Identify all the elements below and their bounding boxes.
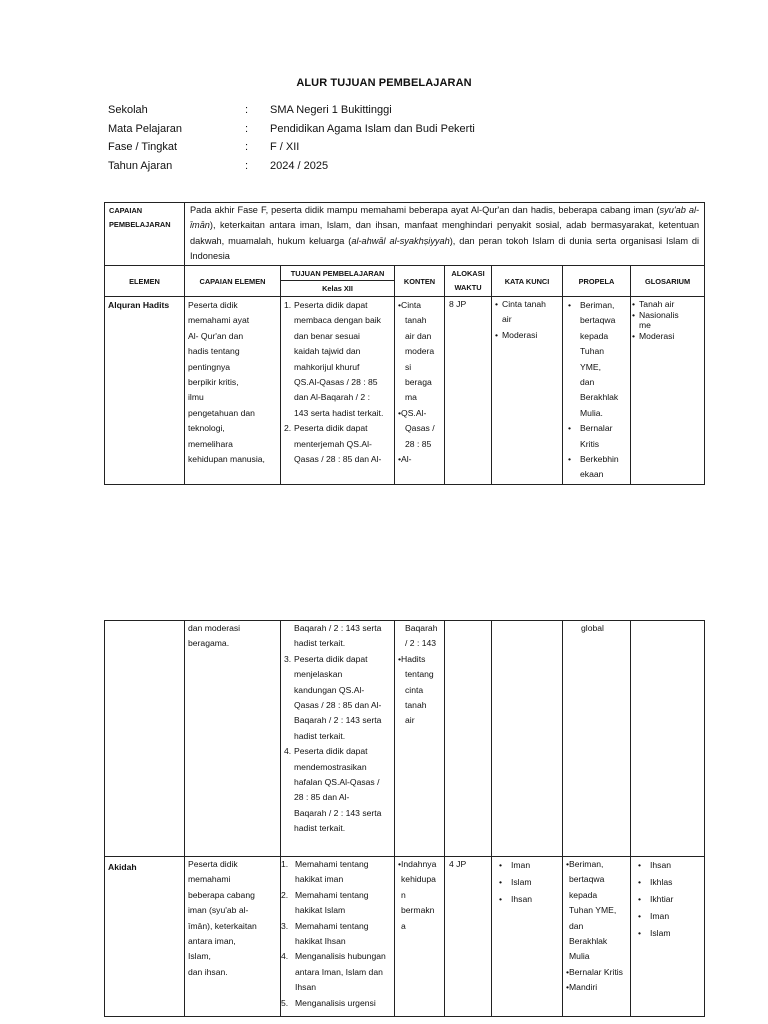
item-line: bertaqwa [580,315,616,326]
item-line: Baqarah / 2 : 143 serta [294,715,382,726]
glosarium-alquran-continued [631,621,705,857]
bullet-mark: • [499,894,503,904]
bullet-line [395,888,441,903]
numbered-list [284,298,391,467]
bullet-text: bermakn [401,905,435,916]
bullet-line [395,313,441,328]
item-line: hafalan QS.Al-Qasas / [294,777,380,788]
bullet-text: Beriman, [569,859,604,869]
bullet-list [634,857,701,942]
item-line: Menganalisis hubungan [295,951,386,962]
item-number: 4. [281,951,289,962]
meta-label: Sekolah [108,104,148,116]
tujuan-pembelajaran-alquran-continued [281,621,395,857]
item-line: air [502,314,512,325]
item-number: 3. [281,920,289,931]
text-line: memelihara [188,438,233,449]
item-line: Memahami tentang [295,920,369,931]
item-number: 4. [284,746,292,757]
bullet-text: si [405,361,412,372]
meta-colon: : [245,123,249,135]
bullet-text: Tuhan YME, [569,905,617,916]
list-item [564,421,627,452]
bullet-text: air dan [405,330,432,341]
item-line: Qasas / 28 : 85 dan Al- [294,700,382,711]
bullet-line [395,713,441,728]
numbered-list [284,652,391,837]
bullet-text: cinta [405,684,424,695]
tujuan-pembelajaran-akidah [281,857,395,1017]
item-number: 5. [281,997,289,1008]
bullet-line [395,390,441,405]
bullet-line [395,683,441,698]
item-line: Ihsan [511,894,533,904]
elemen-alquran-hadits: Alquran Hadits [105,297,185,485]
text-line: īmān), keterkaitan [188,920,257,931]
bullet-text: a [401,920,406,931]
item-line: Ihsan [650,860,672,870]
bullet-mark: • [495,299,499,309]
alokasi-waktu-alquran: 8 JP [445,297,492,485]
capaian-elemen-alquran-continued [185,621,281,857]
item-line: Baqarah / 2 : 143 serta [294,623,382,633]
bullet-text: bertaqwa [569,874,605,885]
bullet-line [563,903,627,918]
capaian-pembelajaran-text: Pada akhir Fase F, peserta didik mampu memahami beberapa ayat Al-Qur'an dan hadis, beberapa cabang iman (syu'ab al-īmān), keterkaitan antara iman, Islam, dan ihsan, manfaat menghindari penyakit sosial, adab bermasyarakat, ketentuan dakwah, muamalah, hukum keluarga (al-ahwāl al-syakhṣiyyah), dan peran tokoh Islam di dunia serta organisasi Islam di Indonesia [185,203,705,266]
item-line: Tanah air [639,299,675,309]
item-line: Beriman, [580,300,615,310]
table-row-alquran-hadits [105,297,705,485]
list-item [284,652,391,744]
item-line: membaca dengan baik [294,315,381,326]
text-line: beragama. [188,638,230,649]
bullet-text: Qasas / [405,423,435,434]
bullet-mark: • [398,859,402,869]
list-item [281,996,391,1011]
text-line: hadis tentang [188,346,240,357]
bullet-list [632,299,701,341]
item-line: Ihsan [295,982,317,993]
item-number: 1. [281,859,289,869]
capaian-pembelajaran-label: CAPAIAN PEMBELAJARAN [105,203,185,266]
alokasi-waktu-alquran-continued [445,621,492,857]
bullet-line [395,298,441,313]
list-item [634,908,701,925]
bullet-list [564,298,627,483]
bullet-text: dan [569,920,584,931]
bullet-line [395,344,441,359]
item-line: hakikat Islam [295,905,346,916]
bullet-text: / 2 : 143 [405,638,437,649]
bullet-mark: • [398,454,402,465]
bullet-mark: • [398,653,402,664]
bullet-text: Mandiri [569,982,598,993]
meta-value: SMA Negeri 1 Bukittinggi [270,104,392,116]
table-header-row [105,266,705,297]
elemen-akidah: Akidah [105,857,185,1017]
list-item [281,919,391,950]
bullet-line [563,857,627,872]
text-line: beberapa cabang [188,889,255,900]
item-line: Islam [511,877,532,887]
bullet-text: Berakhlak [569,936,608,947]
item-line: dan [580,377,595,388]
meta-colon: : [245,160,249,172]
item-number: 2. [281,889,289,900]
capaian-pembelajaran-row [105,203,705,266]
document-title: ALUR TUJUAN PEMBELAJARAN [296,77,472,89]
meta-value: F / XII [270,141,300,153]
bullet-text: Baqarah [405,623,438,633]
kata-kunci-alquran-continued [492,621,563,857]
bullet-mark: • [568,300,572,310]
bullet-text: kepada [569,889,598,900]
item-line: antara Iman, Islam dan [295,966,383,977]
list-item [634,857,701,874]
bullet-mark: • [638,860,642,870]
bullet-line [563,919,627,934]
item-line: Mulia. [580,407,603,418]
item-line: Berakhlak [580,392,619,403]
item-line: hadist terkait. [294,638,346,649]
text-line: memahami ayat [188,315,250,326]
item-line: Kritis [580,438,600,449]
bullet-mark: • [632,299,636,309]
bullet-mark: • [632,309,636,320]
bullet-text: kehidupa [401,874,436,885]
text-line: berpikir kritis, [188,377,239,388]
list-item [281,857,391,888]
item-line: kandungan QS.Al- [294,684,365,695]
atp-table-page-2 [104,620,705,1017]
text-line: pengetahuan dan [188,407,255,418]
header-capaian-elemen: CAPAIAN ELEMEN [185,266,281,297]
text-line: Al- Qur'an dan [188,330,244,341]
bullet-text: tentang [405,669,434,680]
propela-alquran [563,297,631,485]
item-line: Tuhan YME, [580,346,605,372]
text-line: pentingnya [188,361,231,372]
bullet-text: tanah [405,700,427,711]
bullet-line [563,980,627,995]
bullet-line [395,452,441,467]
meta-label: Mata Pelajaran [108,123,182,135]
item-line: Peserta didik dapat [294,300,368,310]
bullet-text: Al- [401,454,412,465]
atp-table-page-1 [104,202,705,485]
list-item [281,888,391,919]
bullet-mark: • [566,966,570,977]
bullet-line [563,934,627,949]
bullet-line [395,919,441,934]
bullet-text: 28 : 85 [405,438,432,449]
item-line: hakikat iman [295,874,344,885]
alokasi-waktu-akidah: 4 JP [445,857,492,1017]
item-line: Moderasi [502,329,538,340]
bullet-list [495,857,559,908]
item-line: Memahami tentang [295,859,369,869]
header-elemen: ELEMEN [105,266,185,297]
bullet-text: Bernalar Kritis [569,966,623,977]
bullet-mark: • [398,300,402,310]
meta-colon: : [245,141,249,153]
item-line: ekaan [580,469,604,480]
header-glosarium: GLOSARIUM [631,266,705,297]
bullet-mark: • [495,329,499,340]
elemen-alquran-continued [105,621,185,857]
bullet-line [395,329,441,344]
bullet-mark: • [568,423,572,434]
text-line: dan ihsan. [188,966,228,977]
bullet-list [495,297,559,343]
item-line: 28 : 85 dan Al- [294,792,350,803]
item-line: me [639,320,651,330]
header-tujuan-pembelajaran: TUJUAN PEMBELAJARAN Kelas XII [281,266,395,297]
bullet-line [563,872,627,887]
item-line: Bernalar [580,423,613,434]
bullet-line [395,667,441,682]
header-alokasi-waktu: ALOKASI WAKTU [445,266,492,297]
item-line: Memahami tentang [295,889,369,900]
item-line: mendemostrasikan [294,761,367,772]
text-line: Peserta didik [188,859,238,869]
item-line: hadist terkait. [294,823,346,834]
capaian-elemen-akidah [185,857,281,1017]
list-item [632,331,701,342]
header-propela: PROPELA [563,266,631,297]
list-item [495,874,559,891]
konten-alquran [395,297,445,485]
tujuan-pembelajaran-alquran [281,297,395,485]
item-line: kaidah tajwid dan [294,346,361,357]
item-line: Ikhtiar [650,894,674,904]
text-line: ilmu [188,392,204,403]
bullet-text: beraga [405,377,432,388]
bullet-mark: • [638,911,642,921]
item-line: Iman [511,860,531,870]
header-kata-kunci: KATA KUNCI [492,266,563,297]
item-line: Peserta didik dapat [294,653,368,664]
bullet-line [395,652,441,667]
bullet-text: ma [405,392,417,403]
item-line: Baqarah / 2 : 143 serta [294,807,382,818]
list-item [495,857,559,874]
list-item [634,891,701,908]
item-line: Menganalisis urgensi [295,997,376,1008]
item-line: Berkebhin [580,454,619,465]
bullet-line [395,437,441,452]
bullet-text: QS.Al- [401,407,427,418]
list-item [564,298,627,421]
item-line: Islam [650,928,671,938]
bullet-mark: • [568,454,572,465]
item-line: hadist terkait. [294,730,346,741]
text-line: iman (syu'ab al- [188,905,249,916]
capaian-elemen-alquran [185,297,281,485]
list-item [634,925,701,942]
propela-akidah [563,857,631,1017]
list-item [632,310,701,331]
bullet-text: Mulia [569,951,590,962]
item-number: 3. [284,653,292,664]
text-line: kehidupan manusia, [188,454,265,465]
bullet-line [395,636,441,651]
item-line: dan Al-Baqarah / 2 : [294,392,370,403]
bullet-mark: • [566,982,570,993]
item-line: menjelaskan [294,669,343,680]
bullet-mark: • [638,877,642,887]
list-item [284,744,391,836]
meta-value: 2024 / 2025 [270,160,329,172]
list-item [281,949,391,995]
item-line: Ikhlas [650,877,673,887]
text-line: memahami [188,874,231,885]
meta-label: Tahun Ajaran [108,160,173,172]
bullet-line [395,621,441,636]
bullet-line [563,949,627,964]
item-line: Cinta tanah [502,299,546,309]
glosarium-akidah [631,857,705,1017]
text-line: dan moderasi [188,623,241,633]
list-item [495,328,559,343]
text-line: teknologi, [188,423,225,434]
bullet-text: n [401,889,406,900]
bullet-text: Indahnya [401,859,437,869]
meta-value: Pendidikan Agama Islam dan Budi Pekerti [270,123,475,135]
item-line: Peserta didik dapat [294,746,368,757]
bullet-mark: • [632,330,636,341]
text-line: Islam, [188,951,211,962]
bullet-mark: • [499,877,503,887]
text-line: Peserta didik [188,300,238,310]
bullet-text: tanah [405,315,427,326]
table-row-akidah [105,857,705,1017]
bullet-mark: • [398,407,402,418]
table-row-alquran-hadits-continued [105,621,705,857]
item-line: Iman [650,911,670,921]
item-line: Moderasi [639,330,675,341]
bullet-line [395,903,441,918]
bullet-text: air [405,715,415,726]
item-line: mahkorijul khuruf [294,361,360,372]
list-item [632,299,701,310]
text-line: antara iman, [188,936,236,947]
list-item [284,421,391,467]
bullet-text: Hadits [401,653,426,664]
bullet-line [395,698,441,713]
kata-kunci-akidah [492,857,563,1017]
item-line: menterjemah QS.Al- [294,438,372,449]
header-konten: KONTEN [395,266,445,297]
bullet-mark: • [566,859,570,869]
bullet-line [563,888,627,903]
propela-alquran-continued: global [563,621,631,857]
bullet-text: modera [405,346,435,357]
bullet-line [395,421,441,436]
bullet-mark: • [638,894,642,904]
list-item [284,298,391,421]
bullet-line [395,375,441,390]
list-item [495,891,559,908]
item-line: kepada [580,330,609,341]
meta-label: Fase / Tingkat [108,141,178,153]
glosarium-alquran [631,297,705,485]
bullet-mark: • [499,860,503,870]
item-number: 2. [284,423,292,434]
item-line: Nasionalis [639,309,679,320]
kata-kunci-alquran [492,297,563,485]
item-line: QS.Al-Qasas / 28 : 85 [294,377,378,388]
bullet-line [395,872,441,887]
konten-akidah [395,857,445,1017]
item-line: Peserta didik dapat [294,423,368,434]
bullet-line [395,360,441,375]
list-item [495,297,559,328]
bullet-line [563,965,627,980]
numbered-list [281,857,391,1011]
list-item [634,874,701,891]
item-line: hakikat Ihsan [295,936,346,947]
meta-colon: : [245,104,249,116]
bullet-text: Cinta [401,300,422,310]
item-line: 143 serta hadist terkait. [294,407,384,418]
item-line: dan benar sesuai [294,330,360,341]
item-line: Qasas / 28 : 85 dan Al- [294,454,382,465]
bullet-line [395,406,441,421]
bullet-mark: • [638,928,642,938]
bullet-line [395,857,441,872]
item-number: 1. [284,300,292,310]
konten-alquran-continued [395,621,445,857]
list-item [564,452,627,483]
